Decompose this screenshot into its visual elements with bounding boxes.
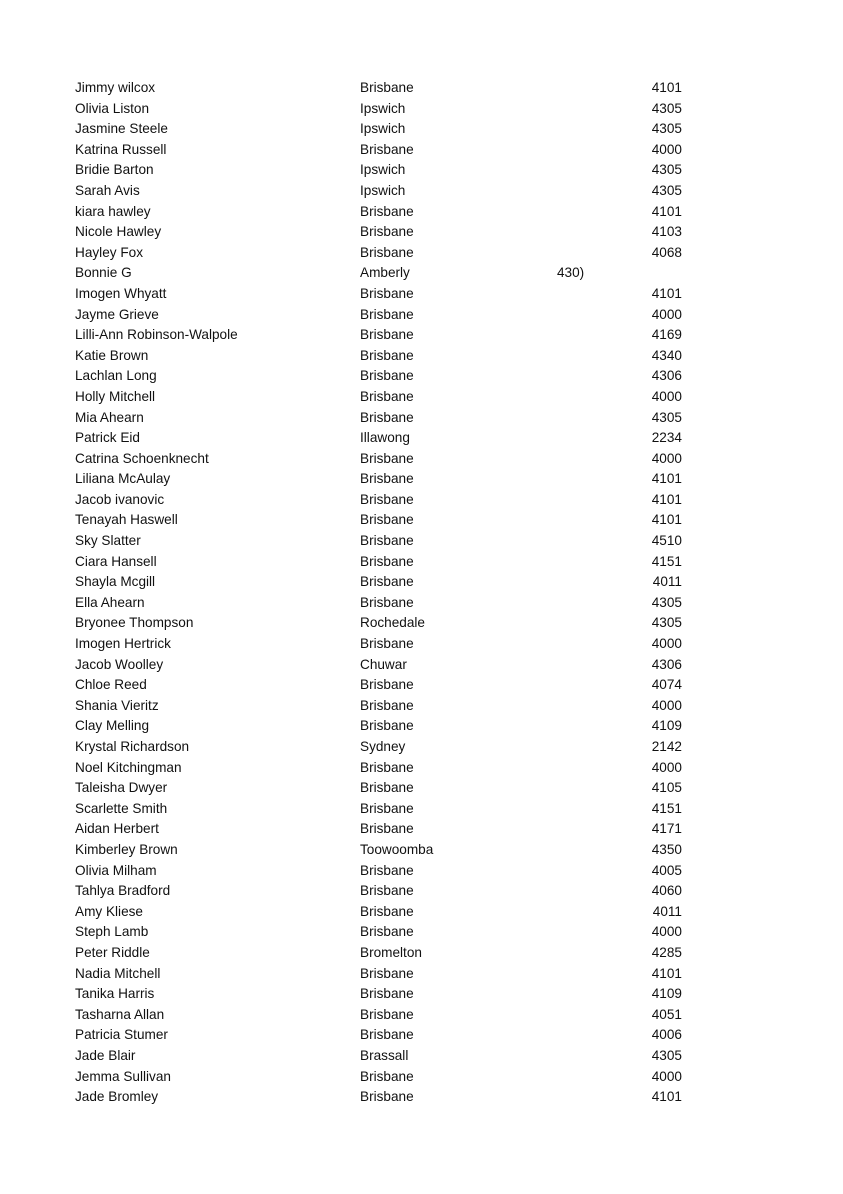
postcode-cell: 4051 bbox=[651, 1006, 682, 1022]
city-cell: Brisbane bbox=[360, 141, 414, 157]
postcode-cell: 4101 bbox=[651, 285, 682, 301]
city-cell: Brisbane bbox=[360, 285, 414, 301]
list-item bbox=[0, 263, 843, 284]
name-cell: Patrick Eid bbox=[75, 430, 140, 446]
name-cell: Peter Riddle bbox=[75, 944, 150, 960]
postcode-cell: 4109 bbox=[651, 986, 682, 1002]
postcode-cell: 4060 bbox=[651, 883, 682, 899]
name-cell: Shania Vieritz bbox=[75, 697, 159, 713]
list-item bbox=[0, 1046, 843, 1067]
list-item bbox=[0, 984, 843, 1005]
postcode-cell: 4101 bbox=[651, 203, 682, 219]
city-cell: Ipswich bbox=[360, 182, 406, 198]
name-cell: Aidan Herbert bbox=[75, 821, 159, 837]
name-cell: Noel Kitchingman bbox=[75, 759, 182, 775]
postcode-cell: 4305 bbox=[651, 594, 682, 610]
postcode-cell: 4151 bbox=[651, 553, 682, 569]
list-item bbox=[0, 325, 843, 346]
name-cell: Scarlette Smith bbox=[75, 800, 168, 816]
postcode-cell: 4285 bbox=[651, 944, 682, 960]
list-item bbox=[0, 78, 843, 99]
city-cell: Brisbane bbox=[360, 244, 414, 260]
city-cell: Bromelton bbox=[360, 944, 422, 960]
postcode-cell: 4068 bbox=[651, 244, 682, 260]
name-cell: Jade Bromley bbox=[75, 1089, 159, 1105]
postcode-cell: 4305 bbox=[651, 409, 682, 425]
name-cell: Katie Brown bbox=[75, 347, 149, 363]
name-cell: Jade Blair bbox=[75, 1047, 136, 1063]
city-cell: Amberly bbox=[360, 265, 410, 281]
name-cell: Jemma Sullivan bbox=[75, 1068, 171, 1084]
postcode-cell: 4101 bbox=[651, 512, 682, 528]
document-sheet bbox=[0, 78, 843, 1108]
postcode-cell: 4101 bbox=[651, 965, 682, 981]
list-item bbox=[0, 593, 843, 614]
postcode-cell: 4306 bbox=[651, 656, 682, 672]
name-cell: kiara hawley bbox=[75, 203, 151, 219]
name-cell: Jasmine Steele bbox=[75, 121, 168, 137]
postcode-cell: 4000 bbox=[651, 450, 682, 466]
name-cell: Tanika Harris bbox=[75, 986, 155, 1002]
postcode-cell: 4305 bbox=[651, 615, 682, 631]
name-cell: Clay Melling bbox=[75, 718, 150, 734]
name-cell: Jayme Grieve bbox=[75, 306, 159, 322]
list-item bbox=[0, 861, 843, 882]
city-cell: Brisbane bbox=[360, 697, 414, 713]
city-cell: Brassall bbox=[360, 1047, 409, 1063]
city-cell: Brisbane bbox=[360, 1006, 414, 1022]
city-cell: Brisbane bbox=[360, 862, 414, 878]
list-item bbox=[0, 99, 843, 120]
city-cell: Brisbane bbox=[360, 986, 414, 1002]
list-item bbox=[0, 469, 843, 490]
postcode-cell: 2234 bbox=[651, 430, 682, 446]
city-cell: Brisbane bbox=[360, 368, 414, 384]
city-cell: Brisbane bbox=[360, 306, 414, 322]
list-item bbox=[0, 819, 843, 840]
postcode-cell: 4340 bbox=[651, 347, 682, 363]
list-item bbox=[0, 305, 843, 326]
name-cell: Olivia Liston bbox=[75, 100, 150, 116]
name-cell: Sky Slatter bbox=[75, 533, 141, 549]
list-item bbox=[0, 449, 843, 470]
city-cell: Brisbane bbox=[360, 1068, 414, 1084]
list-item bbox=[0, 387, 843, 408]
name-list bbox=[0, 78, 843, 1108]
postcode-cell: 4000 bbox=[651, 141, 682, 157]
list-item bbox=[0, 1087, 843, 1108]
list-item bbox=[0, 408, 843, 429]
city-cell: Brisbane bbox=[360, 759, 414, 775]
postcode-cell: 4000 bbox=[651, 388, 682, 404]
list-item bbox=[0, 737, 843, 758]
name-cell: Katrina Russell bbox=[75, 141, 167, 157]
postcode-cell: 4305 bbox=[651, 100, 682, 116]
city-cell: Brisbane bbox=[360, 450, 414, 466]
list-item bbox=[0, 634, 843, 655]
postcode-cell: 4109 bbox=[651, 718, 682, 734]
list-item bbox=[0, 902, 843, 923]
postcode-cell: 4011 bbox=[652, 903, 682, 919]
name-cell: Holly Mitchell bbox=[75, 388, 156, 404]
city-cell: Brisbane bbox=[360, 203, 414, 219]
city-cell: Brisbane bbox=[360, 409, 414, 425]
city-cell: Brisbane bbox=[360, 924, 414, 940]
list-item bbox=[0, 964, 843, 985]
list-item bbox=[0, 119, 843, 140]
postcode-cell: 4169 bbox=[651, 327, 682, 343]
city-cell: Brisbane bbox=[360, 224, 414, 240]
list-item bbox=[0, 613, 843, 634]
postcode-cell: 4011 bbox=[652, 574, 682, 590]
list-item bbox=[0, 799, 843, 820]
city-cell: Brisbane bbox=[360, 780, 414, 796]
city-cell: Brisbane bbox=[360, 347, 414, 363]
postcode-cell: 4101 bbox=[651, 471, 682, 487]
list-item bbox=[0, 655, 843, 676]
name-cell: Kimberley Brown bbox=[75, 841, 178, 857]
list-item bbox=[0, 531, 843, 552]
list-item bbox=[0, 716, 843, 737]
list-item bbox=[0, 696, 843, 717]
postcode-cell: 4101 bbox=[651, 491, 682, 507]
name-cell: Tahlya Bradford bbox=[75, 883, 171, 899]
city-cell: Brisbane bbox=[360, 677, 414, 693]
list-item bbox=[0, 840, 843, 861]
list-item bbox=[0, 202, 843, 223]
postcode-cell: 4105 bbox=[651, 780, 682, 796]
name-cell: Mia Ahearn bbox=[75, 409, 144, 425]
name-cell: Nicole Hawley bbox=[75, 224, 162, 240]
list-item bbox=[0, 572, 843, 593]
name-cell: Ciara Hansell bbox=[75, 553, 157, 569]
list-item bbox=[0, 1025, 843, 1046]
name-cell: Jacob ivanovic bbox=[75, 491, 165, 507]
city-cell: Ipswich bbox=[360, 162, 406, 178]
city-cell: Brisbane bbox=[360, 1027, 414, 1043]
name-cell: Steph Lamb bbox=[75, 924, 149, 940]
postcode-cell: 4000 bbox=[651, 924, 682, 940]
name-cell: Olivia Milham bbox=[75, 862, 157, 878]
list-item bbox=[0, 943, 843, 964]
name-cell: Liliana McAulay bbox=[75, 471, 171, 487]
city-cell: Toowoomba bbox=[360, 841, 434, 857]
postcode-cell: 4006 bbox=[651, 1027, 682, 1043]
list-item bbox=[0, 160, 843, 181]
list-item bbox=[0, 181, 843, 202]
name-cell: Bonnie G bbox=[75, 265, 132, 281]
name-cell: Hayley Fox bbox=[75, 244, 143, 260]
name-cell: Amy Kliese bbox=[75, 903, 143, 919]
city-cell: Sydney bbox=[360, 739, 406, 754]
list-item bbox=[0, 881, 843, 902]
city-cell: Rochedale bbox=[360, 615, 425, 631]
name-cell: Imogen Hertrick bbox=[75, 636, 171, 652]
name-cell: Lilli-Ann Robinson-Walpole bbox=[75, 327, 238, 343]
city-cell: Chuwar bbox=[360, 656, 407, 672]
postcode-cell: 4000 bbox=[651, 759, 682, 775]
name-cell: Lachlan Long bbox=[75, 368, 157, 384]
city-cell: Ipswich bbox=[360, 100, 406, 116]
city-cell: Brisbane bbox=[360, 512, 414, 528]
city-cell: Brisbane bbox=[360, 1089, 414, 1105]
postcode-cell: 4305 bbox=[651, 1047, 682, 1063]
city-cell: Brisbane bbox=[360, 574, 414, 590]
name-cell: Chloe Reed bbox=[75, 677, 147, 693]
city-cell: Brisbane bbox=[360, 636, 414, 652]
postcode-cell: 4171 bbox=[651, 821, 682, 837]
list-item bbox=[0, 922, 843, 943]
list-item bbox=[0, 1067, 843, 1088]
list-item bbox=[0, 1005, 843, 1026]
name-cell: Bridie Barton bbox=[75, 162, 154, 178]
postcode-cell: 4000 bbox=[651, 306, 682, 322]
name-cell: Nadia Mitchell bbox=[75, 965, 161, 981]
name-cell: Catrina Schoenknecht bbox=[75, 450, 209, 466]
postcode-cell: 4000 bbox=[651, 697, 682, 713]
list-item bbox=[0, 140, 843, 161]
name-cell: Bryonee Thompson bbox=[75, 615, 194, 631]
list-item bbox=[0, 428, 843, 449]
name-cell: Taleisha Dwyer bbox=[75, 780, 168, 796]
list-item bbox=[0, 284, 843, 305]
postcode-cell: 4350 bbox=[651, 841, 682, 857]
postcode-cell: 4103 bbox=[651, 224, 682, 240]
city-cell: Brisbane bbox=[360, 533, 414, 549]
city-cell: Brisbane bbox=[360, 965, 414, 981]
name-cell: Tenayah Haswell bbox=[75, 512, 178, 528]
list-item bbox=[0, 490, 843, 511]
city-cell: Brisbane bbox=[360, 553, 414, 569]
list-item bbox=[0, 675, 843, 696]
city-cell: Brisbane bbox=[360, 594, 414, 610]
list-item bbox=[0, 552, 843, 573]
name-cell: Ella Ahearn bbox=[75, 594, 145, 610]
postcode-cell: 4305 bbox=[651, 121, 682, 137]
list-item bbox=[0, 510, 843, 531]
name-cell: Sarah Avis bbox=[75, 182, 140, 198]
postcode-cell: 4305 bbox=[651, 162, 682, 178]
city-cell: Brisbane bbox=[360, 491, 414, 507]
postcode-cell: 4000 bbox=[651, 1068, 682, 1084]
note-cell: 430) bbox=[557, 265, 585, 281]
postcode-cell: 2142 bbox=[651, 739, 682, 754]
postcode-cell: 4101 bbox=[651, 80, 682, 95]
city-cell: Brisbane bbox=[360, 883, 414, 899]
list-item bbox=[0, 243, 843, 264]
list-item bbox=[0, 778, 843, 799]
list-item bbox=[0, 758, 843, 779]
city-cell: Brisbane bbox=[360, 80, 414, 95]
city-cell: Illawong bbox=[360, 430, 410, 446]
city-cell: Brisbane bbox=[360, 471, 414, 487]
list-item bbox=[0, 346, 843, 367]
postcode-cell: 4151 bbox=[651, 800, 682, 816]
postcode-cell: 4510 bbox=[651, 533, 682, 549]
name-cell: Jacob Woolley bbox=[75, 656, 164, 672]
list-item bbox=[0, 222, 843, 243]
list-item bbox=[0, 366, 843, 387]
city-cell: Brisbane bbox=[360, 903, 414, 919]
postcode-cell: 4000 bbox=[651, 636, 682, 652]
postcode-cell: 4306 bbox=[651, 368, 682, 384]
name-cell: Krystal Richardson bbox=[75, 739, 190, 754]
city-cell: Brisbane bbox=[360, 388, 414, 404]
city-cell: Brisbane bbox=[360, 800, 414, 816]
postcode-cell: 4101 bbox=[651, 1089, 682, 1105]
name-cell: Jimmy wilcox bbox=[75, 80, 156, 95]
name-cell: Tasharna Allan bbox=[75, 1006, 165, 1022]
city-cell: Ipswich bbox=[360, 121, 406, 137]
name-cell: Shayla Mcgill bbox=[75, 574, 156, 590]
name-cell: Imogen Whyatt bbox=[75, 285, 167, 301]
city-cell: Brisbane bbox=[360, 718, 414, 734]
city-cell: Brisbane bbox=[360, 327, 414, 343]
city-cell: Brisbane bbox=[360, 821, 414, 837]
postcode-cell: 4005 bbox=[651, 862, 682, 878]
name-cell: Patricia Stumer bbox=[75, 1027, 168, 1043]
postcode-cell: 4074 bbox=[651, 677, 682, 693]
postcode-cell: 4305 bbox=[651, 182, 682, 198]
